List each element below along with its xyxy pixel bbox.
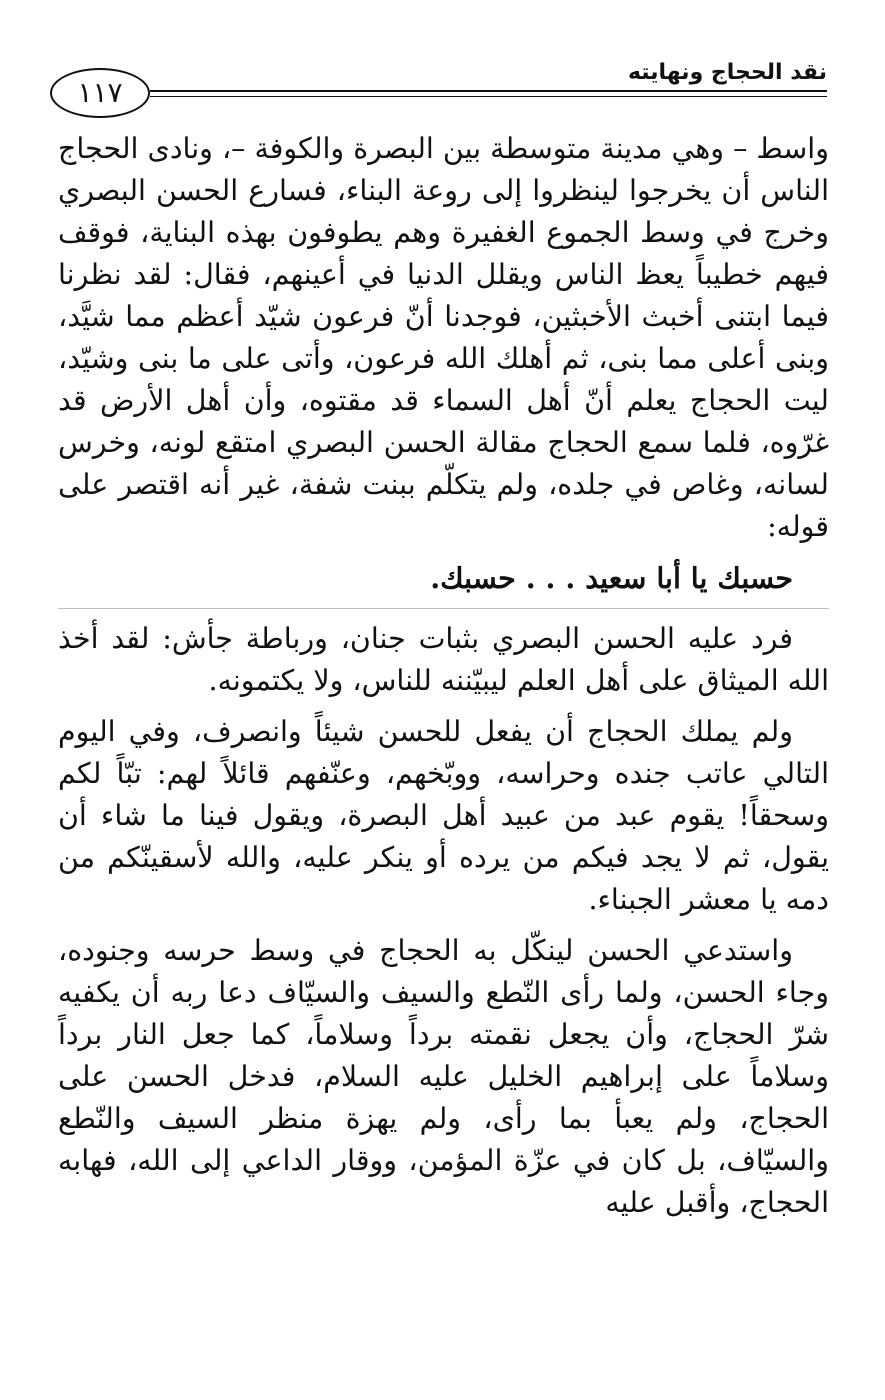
body-text: [58, 128, 829, 1224]
quote-line: حسبك يا أبا سعيد . . . حسبك.: [58, 557, 829, 609]
header-rule: [150, 90, 827, 92]
paragraph-1: واسط – وهي مدينة متوسطة بين البصرة والكوفة –، ونادى الحجاج الناس أن يخرجوا لينظروا إلى روعة البناء، فسارع الحسن البصري وخرج في وسط الجموع الغفيرة وهم يطوفون بهذه البناية، فوقف فيهم خطيباً يعظ الناس ويقلل الدنيا في أعينهم، فقال: لقد نظرنا فيما ابتنى أخبث الأخبثين، فوجدنا أنّ فرعون شيّد أعظم مما شيَّد، وبنى أعلى مما بنى، ثم أهلك الله فرعون، وأتى على ما بنى وشيّد، ليت الحجاج يعلم أنّ أهل السماء قد مقتوه، وأن أهل الأرض قد غرّوه، فلما سمع الحجاج مقالة الحسن البصري امتقع لونه، وخرس لسانه، وغاص في جلده، ولم يتكلّم ببنت شفة، غير أنه اقتصر على قوله:: [57, 132, 829, 543]
paragraph-3: ولم يملك الحجاج أن يفعل للحسن شيئاً وانصرف، وفي اليوم التالي عاتب جنده وحراسه، ووبّخهم، وعنّفهم قائلاً لهم: تبّاً لكم وسحقاً! يقوم عبد من عبيد أهل البصرة، ويقول فينا ما شاء أن يقول، ثم لا يجد فيكم من يرده أو ينكر عليه، والله لأسقينّكم من دمه يا معشر الجبناء.: [58, 715, 829, 916]
paragraph-4: واستدعي الحسن لينكّل به الحجاج في وسط حرسه وجنوده، وجاء الحسن، ولما رأى النّطع والسيف والسيّاف دعا ربه أن يكفيه شرّ الحجاج، وأن يجعل نقمته برداً وسلاماً، كما جعل النار برداً وسلاماً على إبراهيم الخليل عليه السلام، فدخل الحسن على الحجاج، ولم يعبأ بما رأى، ولم يهزة منظر السيف والنّطع والسيّاف، بل كان في عزّة المؤمن، ووقار الداعي إلى الله، فهابه الحجاج، وأقبل عليه: [58, 934, 829, 1219]
header-rule-thin: [150, 96, 827, 97]
paragraph-2: فرد عليه الحسن البصري بثبات جنان، ورباطة جأش: لقد أخذ الله الميثاق على أهل العلم ليبيّننه للناس، ولا يكتمونه.: [58, 622, 829, 697]
page-number: ١١٧: [50, 68, 150, 118]
running-title: نقد الحجاج ونهايته: [627, 60, 827, 85]
